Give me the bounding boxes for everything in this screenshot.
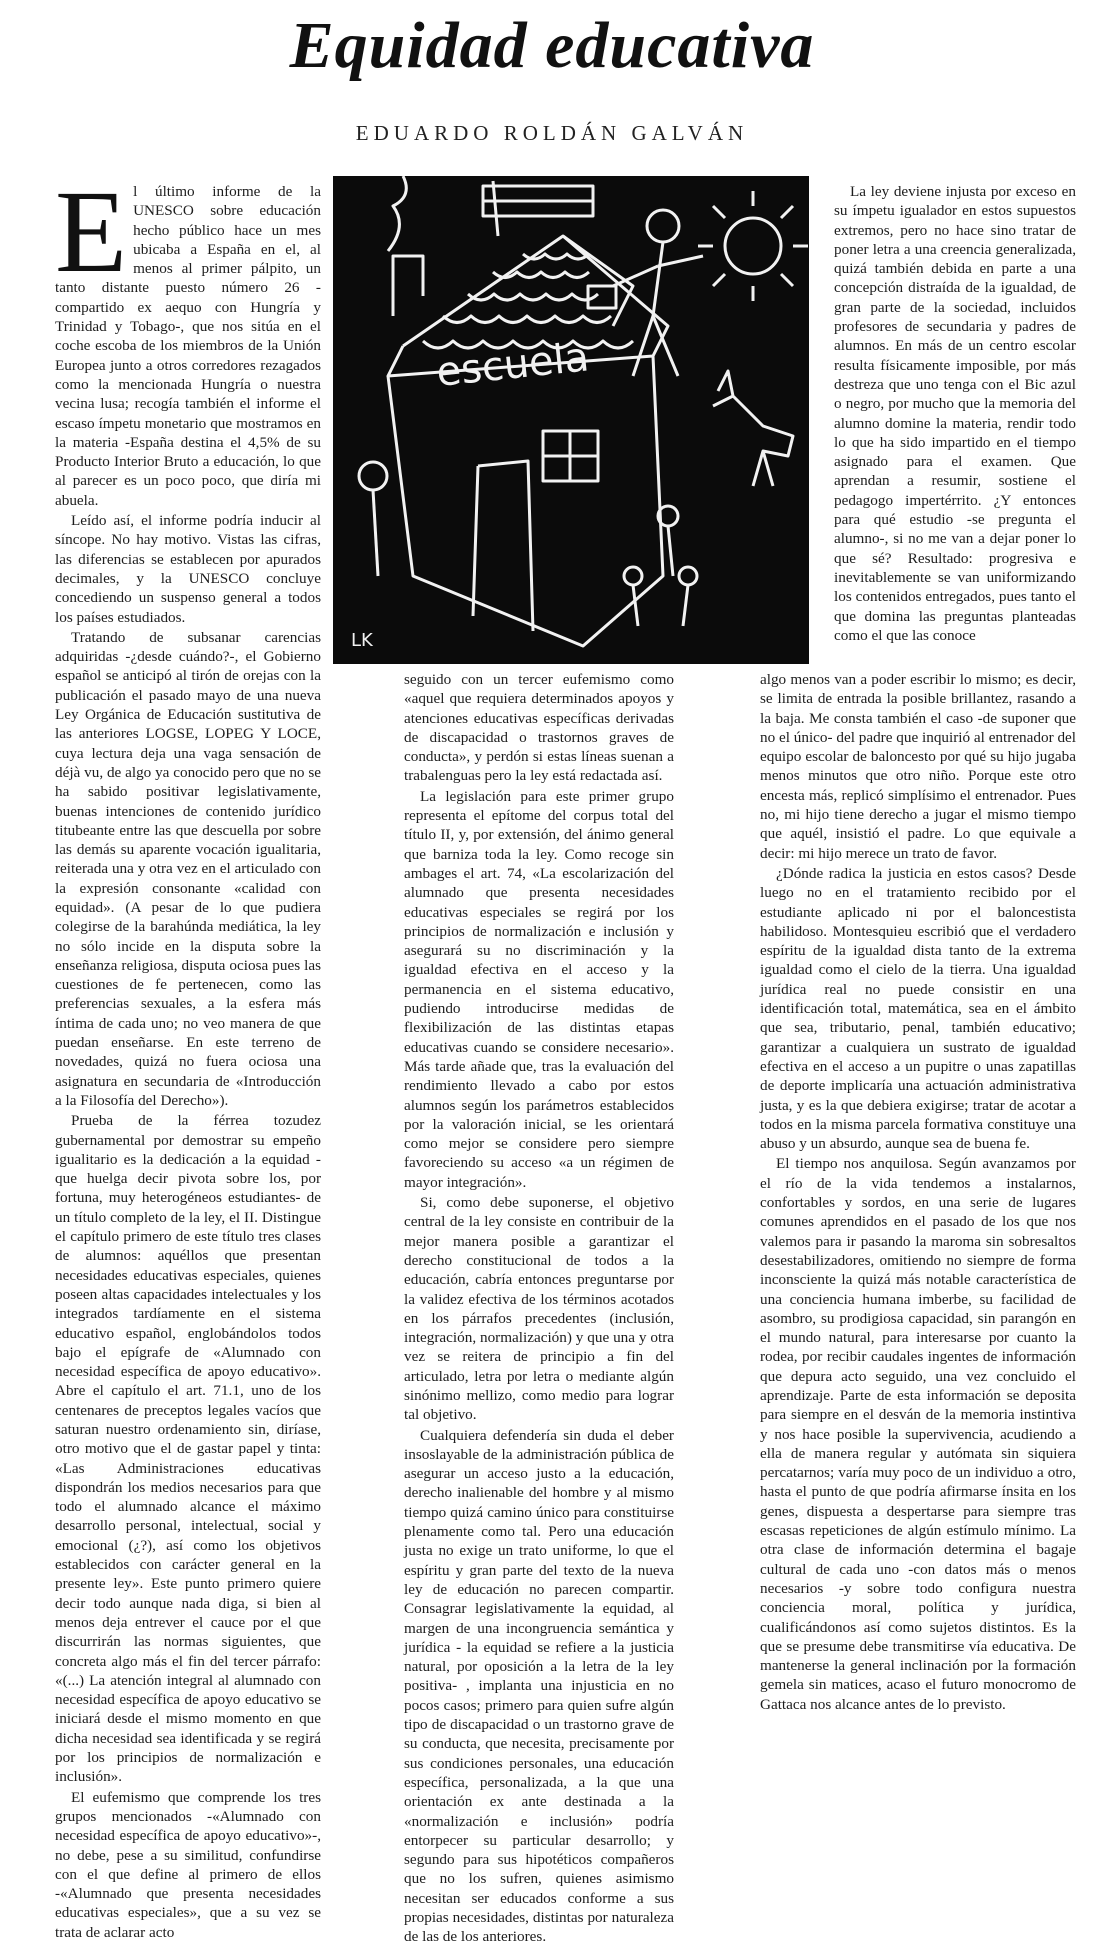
column-2 [404, 670, 674, 1947]
paragraph-1 [55, 166, 321, 510]
paragraph: Prueba de la férrea tozudez gubernamental por demostrar su empeño igualitario es la dedicación a la equidad -que huelga decir pivota sobre los, por fortuna, muy heterogéneos estudiantes- de un título completo de la ley, el II. Distingue el capítulo primero de este título tres clases de alumnos: aquéllos que presentan necesidades educativas especiales, quienes poseen altas capacidades intelectuales y los integrados tardíamente en el sistema educativo español, englobándolos todos bajo el epígrafe de «Alumnado con necesidad específica de apoyo educativo». Abre el capítulo el art. 71.1, uno de los centenares de preceptos legales vacíos que saturan nuestro ordenamiento sin, diríase, otro motivo que el de gastar papel y tinta: «Las Administraciones educativas dispondrán los medios necesarios para que todo el alumnado alcance el máximo desarrollo personal, intelectual, social y emocional (¿?), así como los objetivos establecidos con carácter general en la presente ley». Este punto primero quiere decir todo aunque nada diga, si bien al menos deja entrever el cauce por el que discurrirán las normas siguientes, que concreta algo más el fin del tercer párrafo: «(...) La atención integral al alumnado con necesidad específica de apoyo educativo se iniciará desde el mismo momento en que dicha necesidad sea identificada y se regirá por los principios de normalización e inclusión». [55, 1112, 321, 1786]
paragraph: La legislación para este primer grupo representa el epítome del corpus total del título II, y, por extensión, del ánimo general que barniza toda la ley. Como recoge sin ambages el art. 74, «La escolarización del alumnado que presenta necesidades educativas especiales se regirá por los principios de normalización e inclusión y asegurará su no discriminación y la igualdad efectiva en el acceso y la permanencia en el sistema educativo, pudiendo introducirse medidas de flexibilización de las distintas etapas educativas cuando se considere necesario». Más tarde añade que, tras la evaluación del rendimiento llevado a cabo por estos alumnos según los parámetros establecidos por la valoración inicial, se les orientará como mejor se considere pero siempre favoreciendo su acceso «a un régimen de mayor integración». [404, 787, 674, 1191]
paragraph: Tratando de subsanar carencias adquiridas -¿desde cuándo?-, el Gobierno español se anticipó al tirón de orejas con la publicación el pasado mayo de una nueva Ley Orgánica de Educación sustitutiva de las anteriores LOGSE, LOPEG Y LOCE, cuya lectura deja una vaga sensación de déjà vu, de algo ya conocido pero que no se ha sabido positivar legislativamente, buenas intenciones de contenido jurídico titubeante entre las que descuella por sobre las demás su aparente vocación igualitaria, reiterada una y otra vez en el articulado con la expresión consonante «calidad con equidad». (A pesar de lo que pudiera colegirse de la barahúnda mediática, la ley no sólo incide en la disputa sobre la enseñanza religiosa, disputa ociosa pues las cuestiones de fe pertenecen, como las preferencias sexuales, a la esfera más íntima de cada uno; no veo manera de que puedan enseñarse. En este terreno de novedades, quizá no fuera ociosa una asignatura en secundaria de «Introducción a la Filosofía del Derecho»). [55, 628, 321, 1109]
column-3-bottom [760, 670, 1076, 1714]
school-illustration [333, 176, 809, 664]
paragraph: El eufemismo que comprende los tres grupos mencionados -«Alumnado con necesidad específica de apoyo educativo»-, no debe, pese a su similitud, confundirse con el que define al primero de ellos -«Alumnado que presenta necesidades educativas especiales», que a su vez se trata de aclarar acto [55, 1788, 321, 1941]
article-title: Equidad educativa [289, 9, 815, 82]
paragraph: Si, como debe suponerse, el objetivo central de la ley consiste en contribuir de la mejor manera posible a garantizar el derecho constitucional de todos a la educación, cabría entonces preguntarse por la validez efectiva de los términos acotados en los párrafos precedentes (inclusión, integración, normalización) y que una y otra vez se reitera de principio a fin del articulado, letra por letra o mediante algún sinónimo mellizo, como medio para lograr tal objetivo. [404, 1194, 674, 1424]
article-author: EDUARDO ROLDÁN GALVÁN [355, 121, 749, 145]
illustration-signature: LK [351, 630, 373, 651]
paragraph-1-text: l último informe de la UNESCO sobre educación hecho público hace un mes ubicaba a España en el, al menos al primer pálpito, un tanto distante puesto número 26 -compartido ex aequo con Hungría y Trinidad y Tobago-, que nos sitúa en el coche escoba de los miembros de la Unión Europea junto a otros corredores rezagados como la mencionada Hungría o nuestra vecina lusa; recogía también el informe el escaso ímpetu monetario que mostramos en la materia -España destina el 4,5% de su Producto Interior Bruto a educación, lo que al parecer es un poco poco, que diría mi abuela. [55, 183, 321, 509]
paragraph: El tiempo nos anquilosa. Según avanzamos por el río de la vida tendemos a instalarnos, confortables y sordos, en una serie de lugares comunes aprendidos en el pasado de los que nos valemos para ir pasando la maroma sin sobresaltos desestabilizadores, omitiendo no siempre de forma inconsciente la quizá más notable característica de una conciencia humana imberbe, su facilidad de asombro, su prodigiosa capacidad, sin parangón en el mundo natural, para interesarse por cuanto la rodea, por recibir caudales ingentes de información que depura acto seguido, una vez concluido el aprendizaje. Parte de esta información se deposita para siempre en el desván de la memoria instintiva y nos hace posible la supervivencia, acudiendo a ella de manera regular y autómata sin siquiera percatarnos; varía muy poco de un individuo a otro, hasta el punto de que podría afirmarse ínsita en los genes, dispuesta a despertarse para siempre tras escasas repeticiones de algún estímulo mínimo. La otra clase de información determina el bagaje cultural de cada uno -con datos más o menos necesarios -y sobre todo configura nuestra conciencia moral, política y jurídica, cualificándonos así como sujetos distintos. Es la que se presume debe transmitirse vía educativa. De mantenerse la general inclinación por la formación gemela sin matices, acaso el futuro monocromo de Gattaca nos alcance antes de lo previsto. [760, 1155, 1076, 1713]
paragraph: seguido con un tercer eufemismo como «aquel que requiera determinados apoyos y atenciones educativas específicas derivadas de discapacidad o trastornos graves de conducta», y perdón si estas líneas suenan a trabalenguas pero la ley está redactada así. [404, 671, 674, 785]
column-3-top [834, 182, 1076, 645]
paragraph: algo menos van a poder escribir lo mismo; es decir, se limita de entrada la posible brillantez, rasando a la baja. Me consta también el caso -de suponer que no el único- del padre que inquirió al entrenador del equipo escolar de baloncesto por qué su hijo jugaba menos minutos que otro niño. Porque este otro encesta más, replicó simplísimo el entrenador. Pues no, mi hijo tiene derecho a jugar el mismo tiempo que aquél, insistió el padre. Lo que equivale a decir: mi hijo merece un trato de favor. [760, 671, 1076, 862]
paragraph: La ley deviene injusta por exceso en su ímpetu igualador en estos supuestos extremos, pero no hace sino tratar de poner letra a una creencia generalizada, quizá también debida en parte a una concepción distraída de la igualdad, de gran parte de la sociedad, incluidos profesores de secundaria y padres de alumnos. En más de un centro escolar resulta físicamente imposible, por más destreza que uno tenga con el Bic azul o negro, por mucho que la memoria del alumno domine la materia, rendir todo lo que ha sido impartido en el tiempo asignado para el examen. Que aprendan a resumir, sostiene el pedagogo impertérrito. ¿Y entonces para qué estudio -se pregunta el alumno-, si no me van a dejar poner lo que sé? Resultado: progresiva e inevitablemente se van uniformizando los contenidos entregados, pues tanto el que domina las preguntas planteadas como el que las conoce [834, 183, 1076, 644]
paragraph: ¿Dónde radica la justicia en estos casos? Desde luego no en el tratamiento recibido por el estudiante aplicado ni por el baloncestista habilidoso. Montesquieu escribió que el verdadero espíritu de la igualdad dista tanto de la extrema igualdad como el cielo de la tierra. Una igualdad jurídica real no puede consistir en una identificación total, matemática, sea en el ámbito que sea, tributario, penal, también educativo; garantizar a cualquiera un sustrato de igualdad efectiva en el acceso a un pupitre o unas zapatillas de deporte implicaría una actuación administrativa justa, y es la que debiera exigirse; tratar de acotar a todos en la misma parcela formativa constituye una abuso y un absurdo, aunque sea de buena fe. [760, 864, 1076, 1153]
paragraph: Cualquiera defendería sin duda el deber insoslayable de la administración pública de asegurar un acceso justo a la educación, derecho inalienable del hombre y al mismo tiempo quizá camino único para constituirse plenamente como tal. Pero una educación justa no exige un trato uniforme, lo que el espíritu y gran parte del texto de la nueva ley de educación no parecen compartir. Consagrar legislativamente la equidad, al margen de una incongruencia semántica y jurídica - la equidad se refiere a la justicia natural, por oposición a la letra de la ley positiva- , implanta una injusticia en no pocos casos; primero para quien sufre algún tipo de discapacidad o un trastorno grave de su conducta, que necesita, precisamente por sus condiciones personales, una educación específica, personalizada, a la que una orientación ex ante destinada a la «normalización e inclusión» podría entorpecer su particular desarrollo; y segundo para sus hipotéticos compañeros que no los sufren, quienes asimismo necesitan ser educados conforme a sus propias necesidades, distintas por naturaleza de las de los anteriores. [404, 1426, 674, 1946]
drop-cap: E [55, 166, 128, 297]
house-label: escuela [434, 334, 592, 396]
paragraph: Leído así, el informe podría inducir al síncope. No hay motivo. Vistas las cifras, las diferencias se establecen por apurados decimales, y la UNESCO concluye concediendo un suspenso general a todos los países estudiados. [55, 512, 321, 626]
column-1 [55, 166, 321, 1942]
